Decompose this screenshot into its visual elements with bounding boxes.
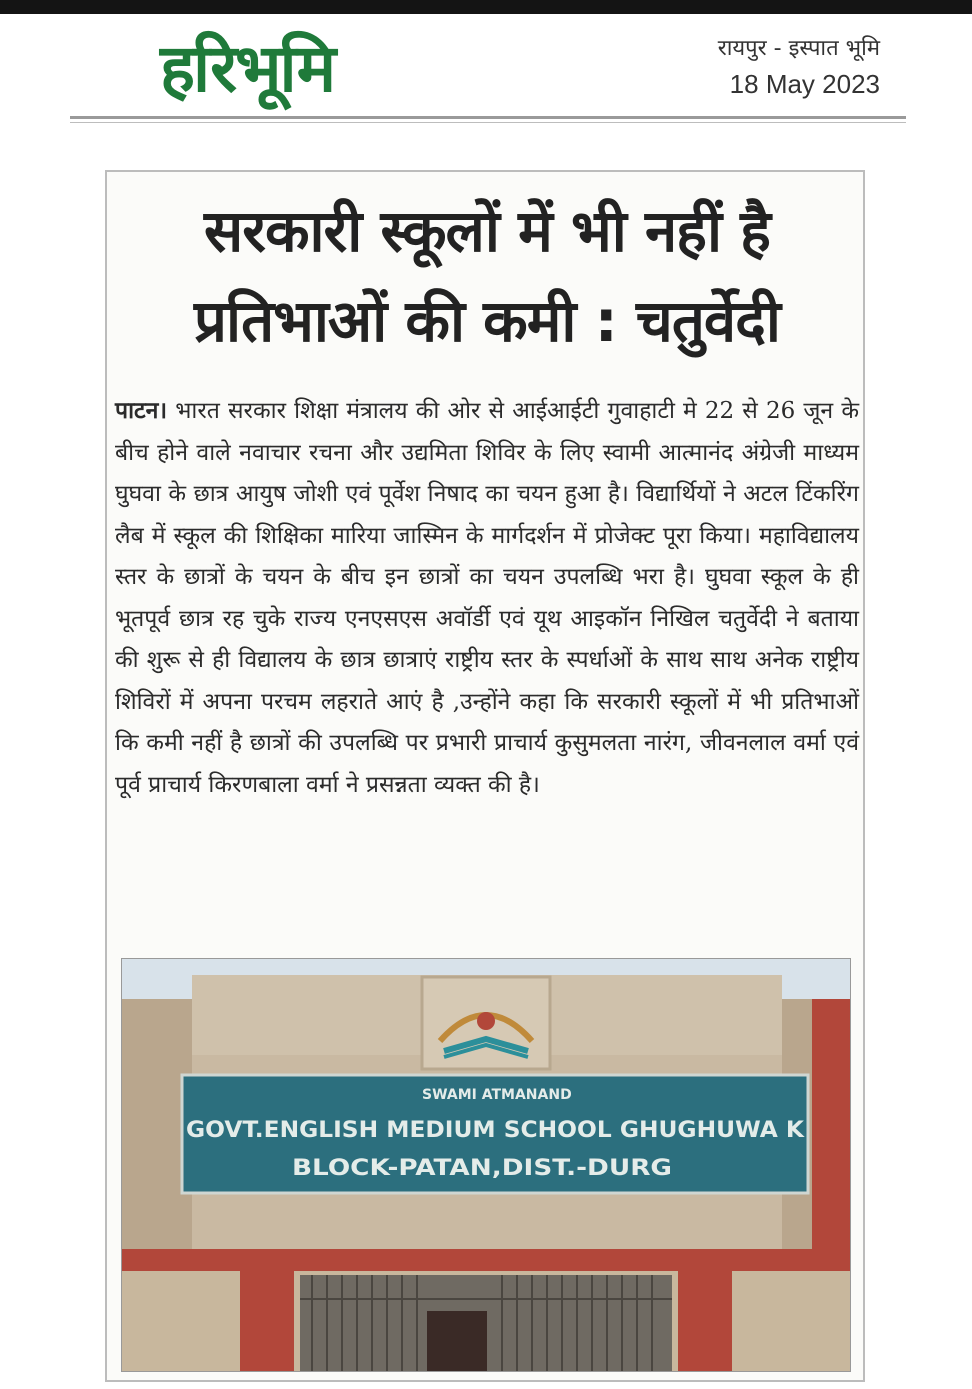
sign-text-3: BLOCK-PATAN,DIST.-DURG	[292, 1156, 672, 1181]
article-text: भारत सरकार शिक्षा मंत्रालय की ओर से आईआईटी गुवाहाटी मे 22 से 26 जून के बीच होने वाले नवाचार रचना और उद्यमिता शिविर के लिए स्वामी आत्मानंद अंग्रेजी माध्यम घुघवा के छात्र आयुष जोशी एवं पूर्वेश निषाद का चयन हुआ है। विद्यार्थियों ने अटल टिंकरिंग लैब में स्कूल की शिक्षिका मारिया जास्मिन के मार्गदर्शन में प्रोजेक्ट पूरा किया। महाविद्यालय स्तर के छात्रों के चयन के बीच इन छात्रों का चयन उपलब्धि भरा है। घुघवा स्कूल के ही भूतपूर्व छात्र रह चुके राज्य एनएसएस अवॉर्डी एवं यूथ आइकॉन निखिल चतुर्वेदी ने बताया की शुरू से ही विद्यालय के छात्र छात्राएं राष्ट्रीय स्तर के स्पर्धाओं के साथ साथ अनेक राष्ट्रीय शिविरों में अपना परचम लहराते आएं है ,उन्होंने कहा कि सरकारी स्कूलों में भी प्रतिभाओं कि कमी नहीं है छात्रों की उपलब्धि पर प्रभारी प्राचार्य कुसुमलता नारंग, जीवनलाल वर्मा एवं पूर्व प्राचार्य किरणबाला वर्मा ने प्रसन्नता व्यक्त की है।	[115, 398, 859, 798]
newspaper-masthead: हरिभूमि	[160, 29, 335, 107]
headline-line-1: सरकारी स्कूलों में भी नहीं है	[204, 197, 770, 265]
school-building-photo	[121, 958, 851, 1372]
header-rule	[70, 116, 906, 119]
entrance-grill	[300, 1275, 672, 1371]
edition-city: रायपुर - इस्पात भूमि	[717, 36, 880, 61]
school-emblem-icon	[422, 977, 550, 1069]
header-rule-thin	[70, 122, 906, 123]
top-bar	[0, 0, 972, 14]
edition-date: 18 May 2023	[729, 69, 880, 99]
sign-text-1: SWAMI ATMANAND	[422, 1087, 572, 1103]
sign-text-2: GOVT.ENGLISH MEDIUM SCHOOL GHUGHUWA K	[186, 1118, 805, 1143]
news-clipping	[105, 170, 865, 1382]
lower-pillar-left	[240, 1271, 294, 1371]
article-body	[115, 390, 859, 806]
article-dateline: पाटन।	[115, 397, 168, 424]
headline-line-2: प्रतिभाओं की कमी : चतुर्वेदी	[194, 287, 780, 355]
red-band	[122, 1249, 850, 1271]
lower-pillar-right	[678, 1271, 732, 1371]
edition-info	[718, 34, 880, 104]
article-headline	[125, 186, 849, 366]
